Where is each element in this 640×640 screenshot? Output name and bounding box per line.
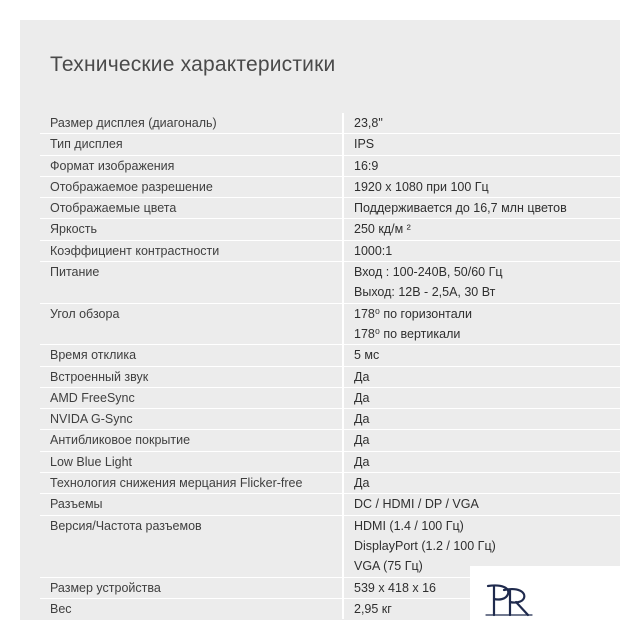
spec-value	[344, 134, 374, 154]
spec-value-line: DisplayPort (1.2 / 100 Гц)	[354, 538, 496, 553]
spec-key: Отображаемое разрешение	[40, 177, 344, 197]
spec-value-line: 16:9	[354, 158, 379, 173]
spec-row	[40, 493, 620, 514]
spec-value-line: 1000:1	[354, 243, 393, 258]
spec-key: Версия/Частота разъемов	[40, 516, 344, 577]
spec-row	[40, 113, 620, 133]
spec-row	[40, 133, 620, 154]
spec-value	[344, 578, 436, 598]
spec-value	[344, 452, 369, 472]
spec-row	[40, 218, 620, 239]
spec-table	[40, 113, 620, 619]
spec-row	[40, 472, 620, 493]
spec-value-line: Вход : 100-240В, 50/60 Гц	[354, 265, 503, 280]
spec-value	[344, 219, 411, 239]
spec-value-line: Да	[354, 390, 370, 405]
spec-value-line: Да	[354, 369, 370, 384]
pr-monogram-logo-icon	[480, 582, 540, 618]
spec-value	[344, 409, 369, 429]
spec-value-line: 178⁰ по вертикали	[354, 326, 461, 341]
spec-key: Формат изображения	[40, 156, 344, 176]
spec-key: Коэффициент контрастности	[40, 241, 344, 261]
spec-row	[40, 429, 620, 450]
spec-key: Вес	[40, 599, 344, 619]
spec-value-line: 5 мс	[354, 348, 380, 363]
spec-key: Размер дисплея (диагональ)	[40, 113, 344, 133]
spec-value-line: DC / HDMI / DP / VGA	[354, 497, 479, 512]
spec-key: Яркость	[40, 219, 344, 239]
spec-value-line: Выход: 12В - 2,5А, 30 Вт	[354, 285, 496, 300]
spec-value	[344, 367, 369, 387]
spec-key: Угол обзора	[40, 304, 344, 345]
spec-value-line: Да	[354, 412, 370, 427]
spec-key: Тип дисплея	[40, 134, 344, 154]
spec-value	[344, 113, 383, 133]
spec-row	[40, 387, 620, 408]
spec-row	[40, 303, 620, 345]
spec-key: Питание	[40, 262, 344, 303]
page-title: Технические характеристики	[50, 53, 336, 76]
spec-row	[40, 155, 620, 176]
spec-row	[40, 261, 620, 303]
spec-value	[344, 241, 392, 261]
spec-value-line: Поддерживается до 16,7 млн цветов	[354, 201, 567, 216]
spec-row	[40, 408, 620, 429]
spec-value	[344, 262, 503, 303]
spec-value-line: 1920 x 1080 при 100 Гц	[354, 179, 489, 194]
spec-key: Антибликовое покрытие	[40, 430, 344, 450]
spec-key: Low Blue Light	[40, 452, 344, 472]
spec-key: Технология снижения мерцания Flicker-free	[40, 473, 344, 493]
spec-key: Разъемы	[40, 494, 344, 514]
spec-row	[40, 344, 620, 365]
spec-value-line: 2,95 кг	[354, 601, 392, 616]
spec-value	[344, 198, 567, 218]
spec-value-line: 539 x 418 x 16	[354, 580, 437, 595]
spec-row	[40, 176, 620, 197]
spec-key: NVIDA G-Sync	[40, 409, 344, 429]
spec-value	[344, 345, 379, 365]
spec-value-line: Да	[354, 454, 370, 469]
spec-value-line: VGA (75 Гц)	[354, 559, 423, 574]
spec-value	[344, 473, 369, 493]
spec-key: AMD FreeSync	[40, 388, 344, 408]
spec-key: Размер устройства	[40, 578, 344, 598]
spec-row	[40, 240, 620, 261]
spec-value	[344, 494, 479, 514]
spec-value-line: HDMI (1.4 / 100 Гц)	[354, 518, 464, 533]
spec-key: Отображаемые цвета	[40, 198, 344, 218]
spec-value-line: 178⁰ по горизонтали	[354, 306, 472, 321]
spec-value	[344, 388, 369, 408]
spec-key: Время отклика	[40, 345, 344, 365]
spec-value-line: Да	[354, 433, 370, 448]
spec-value-line: 23,8"	[354, 116, 383, 130]
spec-value	[344, 599, 392, 619]
spec-value	[344, 430, 369, 450]
spec-key: Встроенный звук	[40, 367, 344, 387]
spec-row	[40, 451, 620, 472]
spec-value-line: Да	[354, 476, 370, 491]
spec-row	[40, 197, 620, 218]
spec-row	[40, 366, 620, 387]
spec-value	[344, 177, 489, 197]
spec-value-line: IPS	[354, 137, 375, 152]
spec-value-line: 250 кд/м ²	[354, 222, 411, 237]
spec-value	[344, 156, 378, 176]
spec-value	[344, 304, 472, 345]
